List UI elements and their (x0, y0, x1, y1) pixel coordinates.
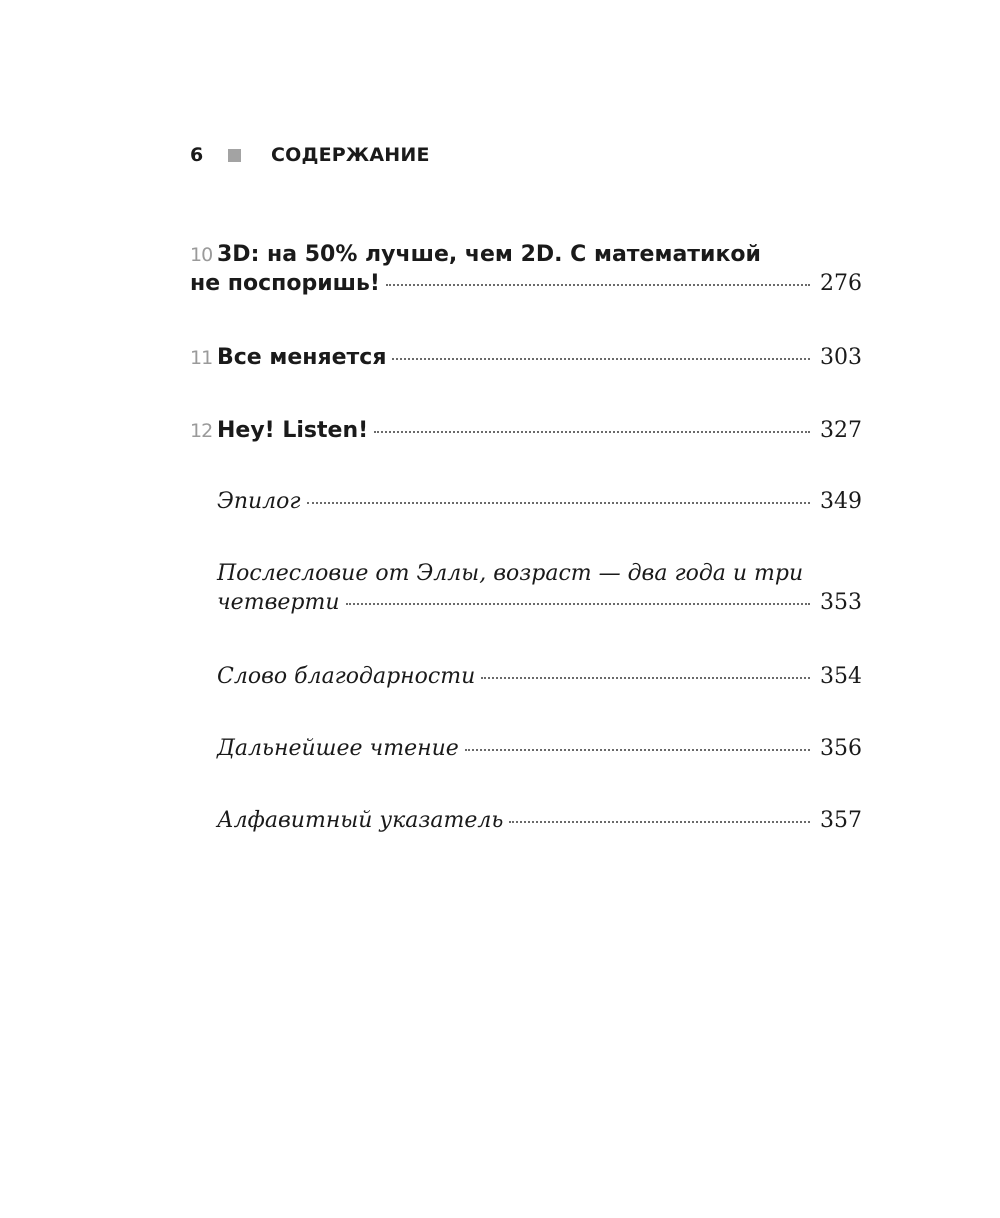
running-head (190, 142, 430, 168)
dot-leader (392, 358, 810, 360)
running-head-title: СОДЕРЖАНИЕ (271, 144, 430, 166)
dot-leader (346, 603, 810, 605)
toc-entry-chapter-10[interactable] (190, 242, 862, 296)
page-reference: 276 (820, 271, 862, 296)
dot-leader (465, 749, 810, 751)
chapter-number: 11 (190, 347, 213, 369)
toc-entry-acknowledgements[interactable] (190, 664, 862, 689)
chapter-title: Hey! Listen! (217, 418, 369, 443)
toc-entry-chapter-11[interactable] (190, 345, 862, 370)
page-reference: 353 (820, 590, 862, 615)
page-reference: 327 (820, 418, 862, 443)
dot-leader (481, 677, 810, 679)
page-reference: 349 (820, 489, 862, 514)
dot-leader (509, 821, 810, 823)
toc-entry-epilogue[interactable] (190, 489, 862, 514)
toc-entry-further-reading[interactable] (190, 736, 862, 761)
page-reference: 357 (820, 808, 862, 833)
page-reference: 356 (820, 736, 862, 761)
dot-leader (386, 284, 810, 286)
page-reference: 303 (820, 345, 862, 370)
section-title: Алфавитный указатель (217, 808, 504, 833)
chapter-number: 10 (190, 244, 213, 266)
toc-entry-index[interactable] (190, 808, 862, 833)
toc-entry-afterword[interactable] (190, 561, 862, 615)
section-title: Эпилог (217, 489, 301, 514)
chapter-title-line1: 3D: на 50% лучше, чем 2D. С математикой (217, 242, 761, 267)
dot-leader (374, 431, 810, 433)
section-title: Слово благодарности (217, 664, 476, 689)
toc-entry-chapter-12[interactable] (190, 418, 862, 443)
square-bullet-icon (228, 149, 241, 162)
chapter-title-line2: не поспоришь! (190, 271, 380, 296)
chapter-title: Все меняется (217, 345, 387, 370)
page-number: 6 (190, 144, 204, 166)
chapter-number: 12 (190, 420, 213, 442)
section-title-line1: Послесловие от Эллы, возраст — два года и три (217, 561, 804, 586)
dot-leader (307, 502, 810, 504)
section-title: Дальнейшее чтение (217, 736, 459, 761)
section-title-line2: четверти (217, 590, 340, 615)
page-reference: 354 (820, 664, 862, 689)
